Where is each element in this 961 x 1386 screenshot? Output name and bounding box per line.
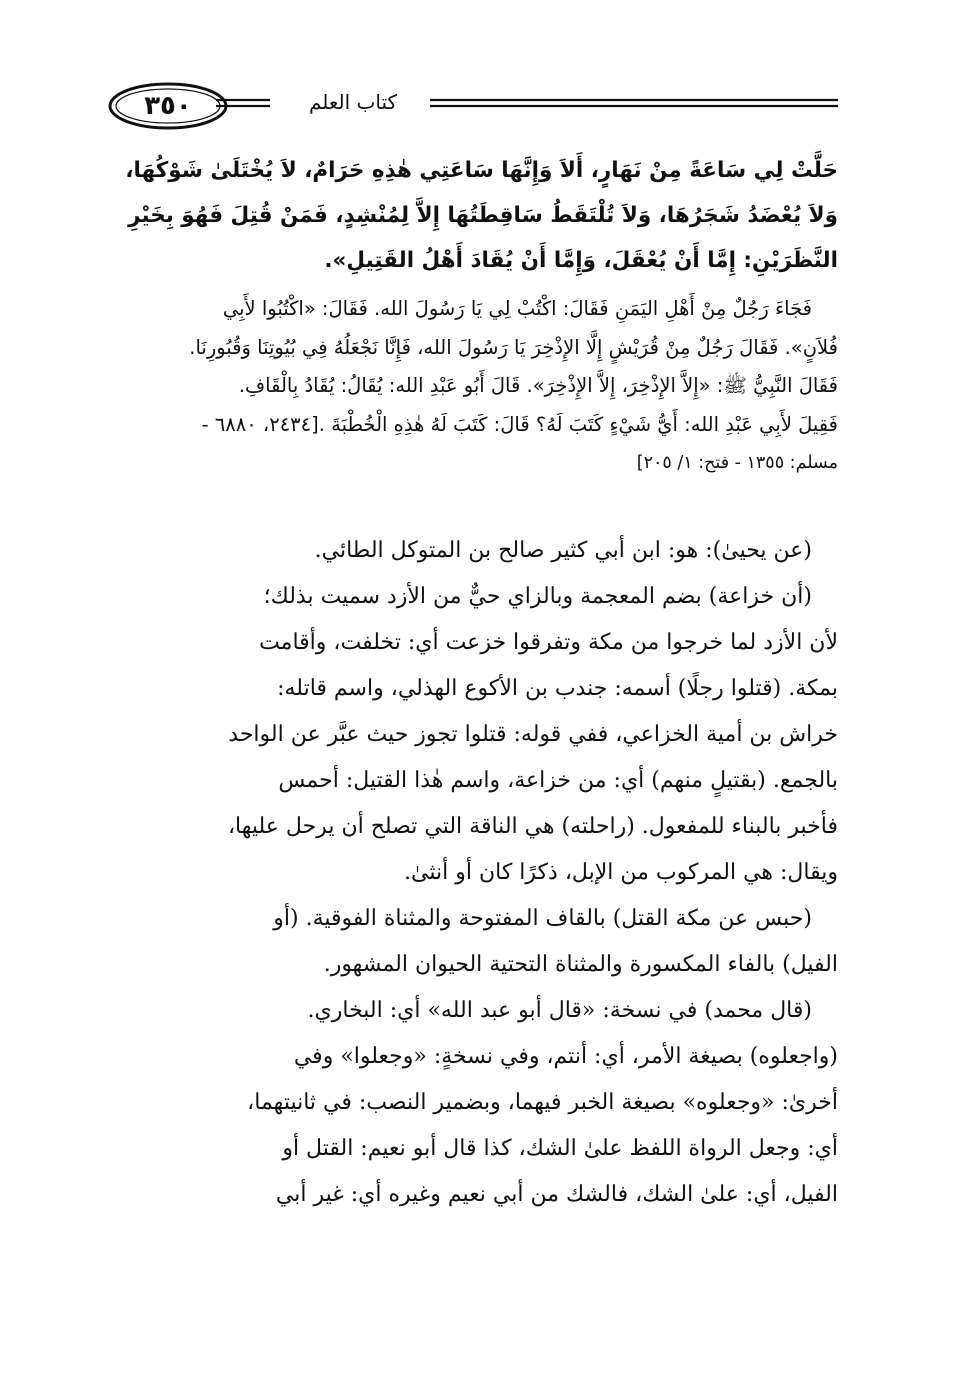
- commentary-line: (حبس عن مكة القتل) بالقاف المفتوحة والمثناة الفوقية. (أو: [273, 906, 812, 931]
- narration-line: فَقَالَ النَّبِيُّ ﷺ: «إِلاَّ الإِذْخِرَ، إِلاَّ الإِذْخِرَ». قَالَ أَبُو عَبْدِ الله: يُقَالُ: يُقَادُ بِالْقَافِ.: [238, 374, 838, 397]
- commentary-line: (واجعلوه) بصيغة الأمر، أي: أنتم، وفي نسخةٍ: «وجعلوا» وفي: [293, 1044, 838, 1069]
- commentary-line: ويقال: هي المركوب من الإبل، ذكرًا كان أو أنثىٰ.: [404, 860, 838, 885]
- commentary-line: بمكة. (قتلوا رجلًا) أسمه: جندب بن الأكوع الهذلي، واسم قاتله:: [277, 676, 838, 701]
- hadith-line: النَّظَرَيْنِ: إِمَّا أَنْ يُعْقَلَ، وَإِمَّا أَنْ يُقَادَ أَهْلُ القَتِيلِ».: [324, 248, 838, 273]
- hadith-narration: [100, 290, 838, 483]
- commentary-line: (أن خزاعة) بضم المعجمة وبالزاي حيٌّ من الأزد سميت بذلك؛: [263, 584, 812, 609]
- reference-line: مسلم: ١٣٥٥ - فتح: ١/ ٢٠٥]: [636, 453, 838, 473]
- commentary-line: فأخبر بالبناء للمفعول. (راحلته) هي الناقة التي تصلح أن يرحل عليها،: [227, 814, 838, 839]
- commentary-line: الفيل) بالفاء المكسورة والمثناة التحتية الحيوان المشهور.: [323, 952, 838, 977]
- page-number: ٣٥٠: [144, 91, 192, 121]
- running-title: كتاب العلم: [282, 84, 424, 120]
- hadith-line: حَلَّتْ لِي سَاعَةً مِنْ نَهَارٍ، أَلاَ وَإِنَّهَا سَاعَتِي هٰذِهِ حَرَامٌ، لاَ يُخْتَلَىٰ شَوْكُهَا،: [125, 158, 838, 183]
- page-header: [100, 78, 838, 140]
- commentary-line: خراش بن أمية الخزاعي، ففي قوله: قتلوا تجوز حيث عبَّر عن الواحد: [228, 722, 838, 747]
- narration-line: فَقِيلَ لأَبِي عَبْدِ الله: أَيُّ شَيْءٍ كَتَبَ لَهُ؟ قَالَ: كَتَبَ لَهُ هٰذِهِ الْخُطْبَةَ .[٢٤٣٤، ٦٨٨٠ -: [201, 412, 838, 436]
- commentary-line: الفيل، أي: علىٰ الشك، فالشك من أبي نعيم وغيره أي: غير أبي: [275, 1182, 838, 1207]
- narration-line: فُلاَنٍ». فَقَالَ رَجُلٌ مِنْ قُرَيْشٍ إِلَّا الإِذْخِرَ يَا رَسُولَ الله، فَإِنَّا نَجْعَلُهُ فِي بُيُوتِنَا وَقُبُورِنَا.: [189, 335, 838, 359]
- commentary-line: أي: وجعل الرواة اللفظ علىٰ الشك، كذا قال أبو نعيم: القتل أو: [282, 1136, 838, 1161]
- narration-line: فَجَاءَ رَجُلٌ مِنْ أَهْلِ اليَمَنِ فَقَالَ: اكْتُبْ لِي يَا رَسُولَ الله. فَقَالَ: «اكْتُبُوا لأَبِي: [222, 297, 812, 320]
- commentary-line: لأن الأزد لما خرجوا من مكة وتفرقوا خزعت أي: تخلفت، وأقامت: [259, 630, 838, 655]
- commentary-line: بالجمع. (بقتيلٍ منهم) أي: من خزاعة، واسم هٰذا القتيل: أحمس: [278, 768, 838, 793]
- hadith-line: وَلاَ يُعْضَدُ شَجَرُهَا، وَلاَ تُلْتَقَطُ سَاقِطَتُهَا إِلاَّ لِمُنْشِدٍ، فَمَنْ قُتِلَ فَهُوَ بِخَيْرِ: [128, 203, 838, 228]
- hadith-bold-text: [100, 148, 838, 283]
- commentary-line: (قال محمد) في نسخة: «قال أبو عبد الله» أي: البخاري.: [307, 998, 812, 1023]
- commentary-line: أخرىٰ: «وجعلوه» بصيغة الخبر فيهما، وبضمير النصب: في ثانيتهما،: [247, 1090, 838, 1115]
- commentary-line: (عن يحيىٰ): هو: ابن أبي كثير صالح بن المتوكل الطائي.: [314, 538, 812, 563]
- commentary-text: [100, 528, 838, 1218]
